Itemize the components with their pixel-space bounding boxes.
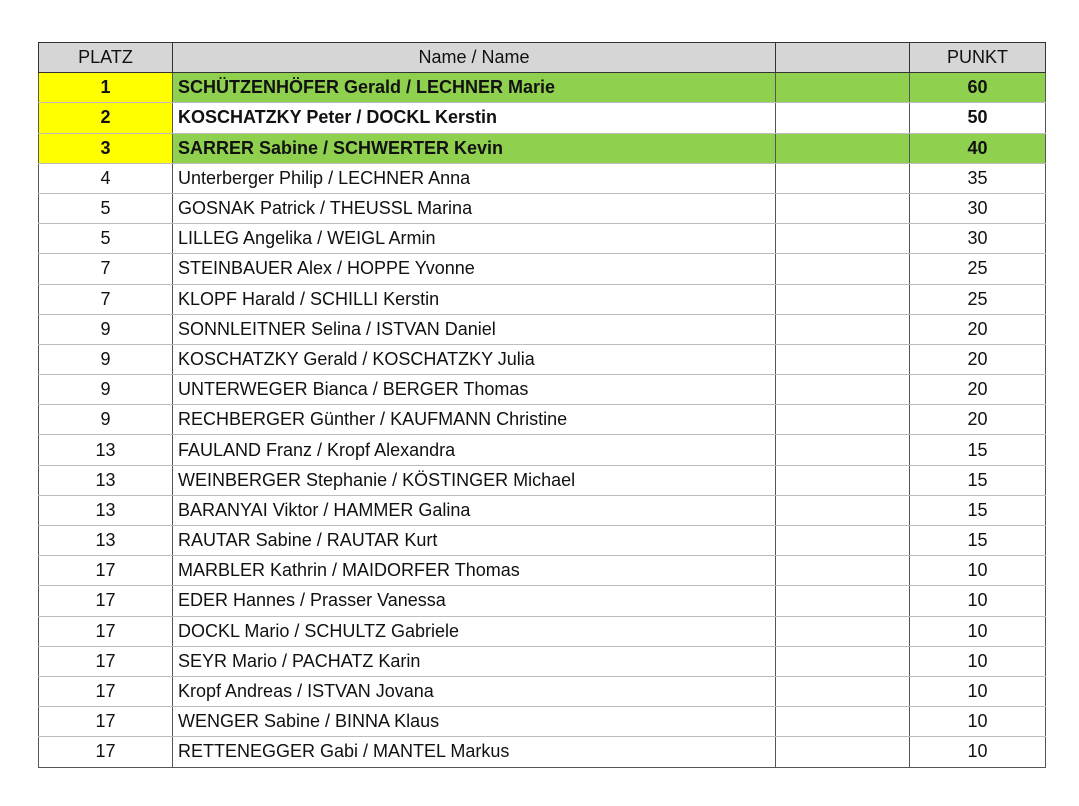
name-cell: SCHÜTZENHÖFER Gerald / LECHNER Marie (173, 73, 776, 103)
table-row (39, 284, 1046, 314)
punkt-cell: 20 (910, 405, 1046, 435)
table-row (39, 224, 1046, 254)
platz-cell: 13 (39, 495, 173, 525)
table-row (39, 495, 1046, 525)
table-row (39, 737, 1046, 767)
blank-cell (776, 375, 910, 405)
blank-cell (776, 133, 910, 163)
name-cell: SONNLEITNER Selina / ISTVAN Daniel (173, 314, 776, 344)
name-cell: WEINBERGER Stephanie / KÖSTINGER Michael (173, 465, 776, 495)
blank-cell (776, 224, 910, 254)
platz-cell: 17 (39, 646, 173, 676)
blank-cell (776, 193, 910, 223)
punkt-cell: 10 (910, 646, 1046, 676)
platz-cell: 7 (39, 284, 173, 314)
blank-cell (776, 526, 910, 556)
table-row (39, 314, 1046, 344)
table-row (39, 435, 1046, 465)
name-cell: BARANYAI Viktor / HAMMER Galina (173, 495, 776, 525)
name-cell: STEINBAUER Alex / HOPPE Yvonne (173, 254, 776, 284)
table-row (39, 526, 1046, 556)
punkt-cell: 60 (910, 73, 1046, 103)
platz-cell: 2 (39, 103, 173, 133)
platz-cell: 9 (39, 405, 173, 435)
platz-cell: 5 (39, 193, 173, 223)
table-body (39, 73, 1046, 767)
platz-cell: 17 (39, 556, 173, 586)
platz-cell: 1 (39, 73, 173, 103)
blank-cell (776, 465, 910, 495)
table-row (39, 103, 1046, 133)
header-platz: PLATZ (39, 43, 173, 73)
punkt-cell: 35 (910, 163, 1046, 193)
table-header (39, 43, 1046, 73)
platz-cell: 13 (39, 435, 173, 465)
punkt-cell: 20 (910, 375, 1046, 405)
blank-cell (776, 405, 910, 435)
blank-cell (776, 737, 910, 767)
platz-cell: 17 (39, 616, 173, 646)
table-row (39, 465, 1046, 495)
blank-cell (776, 103, 910, 133)
platz-cell: 4 (39, 163, 173, 193)
table-row (39, 405, 1046, 435)
table-row (39, 254, 1046, 284)
name-cell: FAULAND Franz / Kropf Alexandra (173, 435, 776, 465)
name-cell: Kropf Andreas / ISTVAN Jovana (173, 676, 776, 706)
punkt-cell: 25 (910, 284, 1046, 314)
punkt-cell: 10 (910, 707, 1046, 737)
blank-cell (776, 616, 910, 646)
punkt-cell: 10 (910, 586, 1046, 616)
punkt-cell: 30 (910, 224, 1046, 254)
header-punkt: PUNKT (910, 43, 1046, 73)
blank-cell (776, 676, 910, 706)
platz-cell: 5 (39, 224, 173, 254)
name-cell: LILLEG Angelika / WEIGL Armin (173, 224, 776, 254)
blank-cell (776, 586, 910, 616)
name-cell: KOSCHATZKY Peter / DOCKL Kerstin (173, 103, 776, 133)
header-name: Name / Name (173, 43, 776, 73)
punkt-cell: 15 (910, 465, 1046, 495)
table-row (39, 707, 1046, 737)
name-cell: KOSCHATZKY Gerald / KOSCHATZKY Julia (173, 344, 776, 374)
table-row (39, 586, 1046, 616)
punkt-cell: 20 (910, 344, 1046, 374)
name-cell: GOSNAK Patrick / THEUSSL Marina (173, 193, 776, 223)
name-cell: MARBLER Kathrin / MAIDORFER Thomas (173, 556, 776, 586)
punkt-cell: 10 (910, 616, 1046, 646)
blank-cell (776, 73, 910, 103)
name-cell: RAUTAR Sabine / RAUTAR Kurt (173, 526, 776, 556)
table-row (39, 73, 1046, 103)
table-row (39, 133, 1046, 163)
blank-cell (776, 284, 910, 314)
name-cell: RETTENEGGER Gabi / MANTEL Markus (173, 737, 776, 767)
header-row (39, 43, 1046, 73)
platz-cell: 17 (39, 586, 173, 616)
punkt-cell: 15 (910, 526, 1046, 556)
platz-cell: 9 (39, 375, 173, 405)
table-row (39, 163, 1046, 193)
name-cell: EDER Hannes / Prasser Vanessa (173, 586, 776, 616)
platz-cell: 9 (39, 344, 173, 374)
punkt-cell: 20 (910, 314, 1046, 344)
name-cell: UNTERWEGER Bianca / BERGER Thomas (173, 375, 776, 405)
header-blank (776, 43, 910, 73)
blank-cell (776, 495, 910, 525)
punkt-cell: 15 (910, 495, 1046, 525)
blank-cell (776, 435, 910, 465)
platz-cell: 17 (39, 676, 173, 706)
name-cell: KLOPF Harald / SCHILLI Kerstin (173, 284, 776, 314)
blank-cell (776, 254, 910, 284)
platz-cell: 9 (39, 314, 173, 344)
punkt-cell: 30 (910, 193, 1046, 223)
table-row (39, 193, 1046, 223)
punkt-cell: 25 (910, 254, 1046, 284)
blank-cell (776, 556, 910, 586)
blank-cell (776, 646, 910, 676)
punkt-cell: 10 (910, 676, 1046, 706)
name-cell: RECHBERGER Günther / KAUFMANN Christine (173, 405, 776, 435)
blank-cell (776, 707, 910, 737)
punkt-cell: 40 (910, 133, 1046, 163)
platz-cell: 3 (39, 133, 173, 163)
table-row (39, 646, 1046, 676)
table-row (39, 344, 1046, 374)
platz-cell: 17 (39, 707, 173, 737)
table-row (39, 375, 1046, 405)
platz-cell: 17 (39, 737, 173, 767)
platz-cell: 13 (39, 465, 173, 495)
platz-cell: 7 (39, 254, 173, 284)
name-cell: SARRER Sabine / SCHWERTER Kevin (173, 133, 776, 163)
ranking-table (38, 42, 1046, 768)
name-cell: Unterberger Philip / LECHNER Anna (173, 163, 776, 193)
table-row (39, 676, 1046, 706)
name-cell: WENGER Sabine / BINNA Klaus (173, 707, 776, 737)
platz-cell: 13 (39, 526, 173, 556)
name-cell: SEYR Mario / PACHATZ Karin (173, 646, 776, 676)
blank-cell (776, 344, 910, 374)
punkt-cell: 15 (910, 435, 1046, 465)
table-row (39, 556, 1046, 586)
punkt-cell: 10 (910, 737, 1046, 767)
blank-cell (776, 163, 910, 193)
punkt-cell: 50 (910, 103, 1046, 133)
blank-cell (776, 314, 910, 344)
name-cell: DOCKL Mario / SCHULTZ Gabriele (173, 616, 776, 646)
table-row (39, 616, 1046, 646)
punkt-cell: 10 (910, 556, 1046, 586)
